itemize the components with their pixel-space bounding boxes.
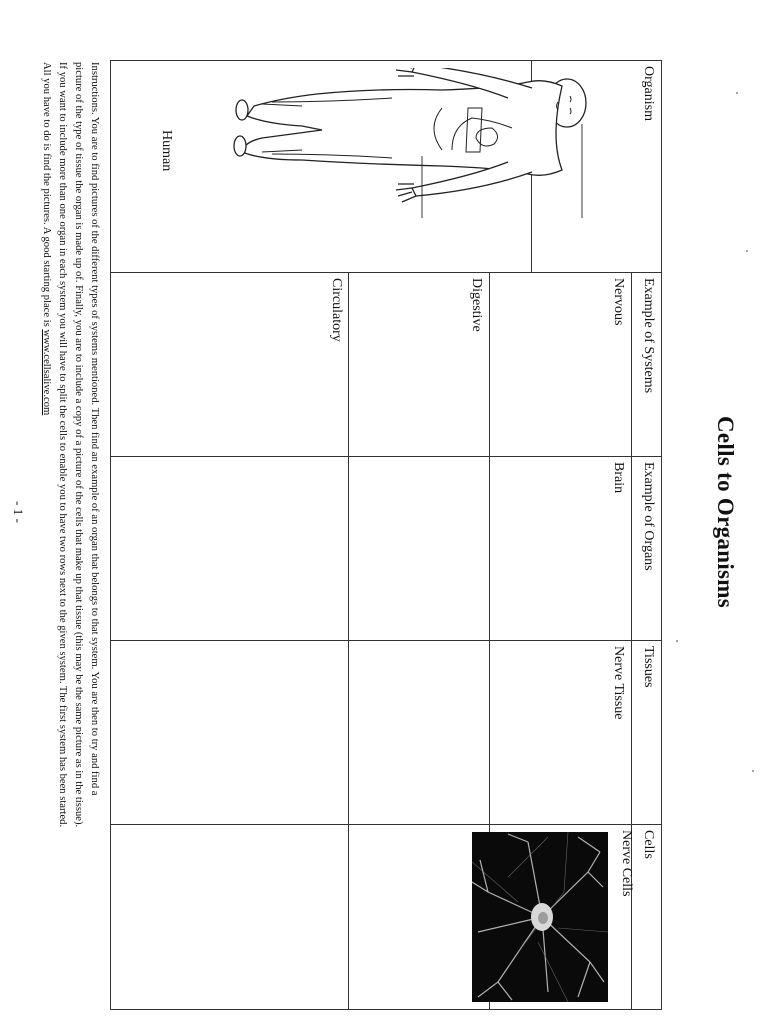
human-body-outline [202,68,602,273]
header-organism: Organism [641,66,656,121]
header-systems: Example of Systems [641,278,656,394]
tissue-nerve: Nerve Tissue [611,646,626,720]
instructions [38,62,102,1010]
instructions-line-2: picture of the type of tissue the organ is made up of. Finally, you are to include a copy of a picture of the cells that make up that tissue (this may be the same picture as in the tissue). [73,62,84,828]
instructions-line-1: Instructions. You are to find pictures of the different types of systems mentioned. Then find an example of an organ that belongs to that system. You are then to try and find a [89,62,100,796]
cellsalive-link[interactable]: www.cellsalive.com [41,329,52,416]
instructions-line-3: If you want to include more than one organ in each system you will have to split the cells to enable you to have two rows next to the given system. The first system has been started. [57,62,68,828]
organism-human: Human [159,130,174,172]
instructions-line-4-text: All you have to do is find the pictures. A good starting place is [41,62,52,330]
system-circulatory: Circulatory [329,278,344,342]
system-nervous: Nervous [611,278,626,326]
organ-brain: Brain [611,462,626,494]
instructions-line-4 [38,62,54,1010]
header-cells: Cells [641,830,656,859]
page-title: Cells to Organisms [713,416,738,608]
organism-table [110,60,662,1010]
header-tissues: Tissues [641,646,656,688]
header-organs: Example of Organs [641,462,656,571]
page-number: - 1 - [11,501,26,523]
system-digestive: Digestive [469,278,484,332]
cell-nerve-label: Nerve Cells [619,830,634,897]
nerve-cell-photo [472,832,608,1002]
